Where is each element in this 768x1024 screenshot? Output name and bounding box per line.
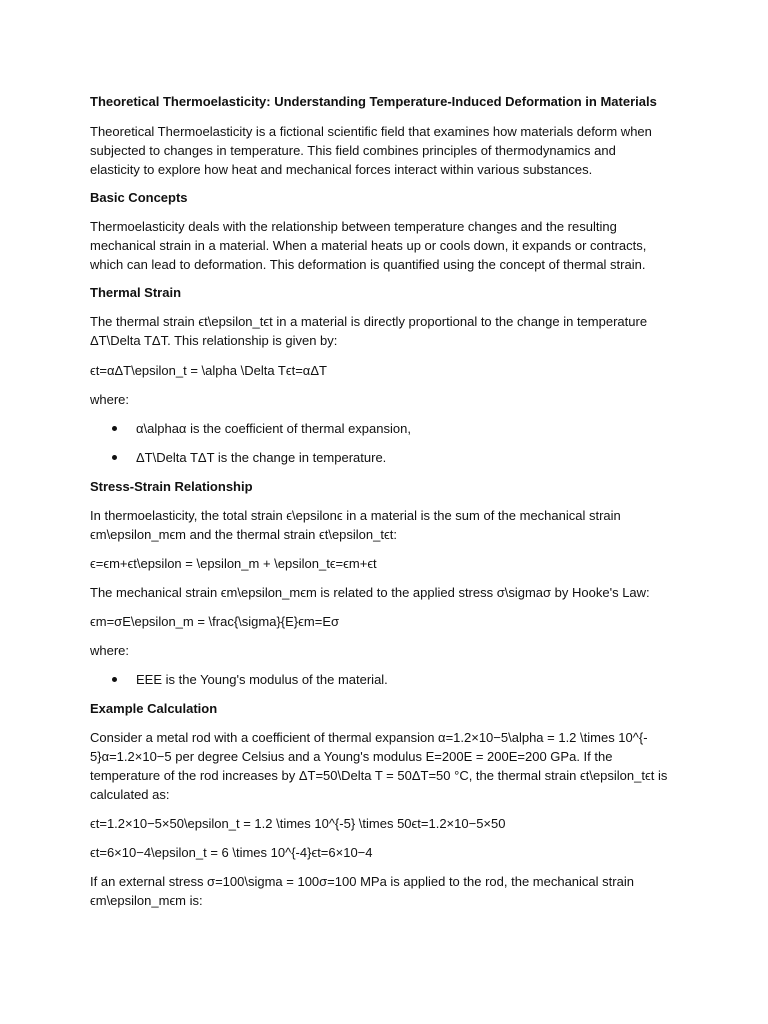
external-stress-paragraph (90, 872, 690, 910)
text-line: elasticity to explore how heat and mechanical forces interact within various substances. (90, 162, 593, 177)
text-line: ϵm\epsilon_mϵm and the thermal strain ϵt\epsilon_tϵt: (90, 527, 397, 542)
text-line: ΔT\Delta TΔT. This relationship is given by: (90, 333, 338, 348)
text-line: Consider a metal rod with a coefficient of thermal expansion α=1.2×10−5\alpha = 1.2 \times 10^{- (90, 730, 648, 745)
stress-strain-paragraph (90, 506, 690, 544)
mechanical-strain-formula: ϵm=σE\epsilon_m = \frac{\sigma}{E}ϵm=Eσ (90, 614, 340, 629)
list-item-text: α\alphaα is the coefficient of thermal expansion, (136, 421, 411, 436)
text-line: Thermoelasticity deals with the relationship between temperature changes and the resulting (90, 219, 617, 234)
example-paragraph (90, 728, 690, 804)
text-line: mechanical strain in a material. When a material heats up or cools down, it expands or contracts, (90, 238, 647, 253)
text-line: calculated as: (90, 787, 170, 802)
text-line: which can lead to deformation. This deformation is quantified using the concept of thermal strain. (90, 257, 646, 272)
thermal-strain-calc-formula: ϵt=1.2×10−5×50\epsilon_t = 1.2 \times 10^{-5} \times 50ϵt=1.2×10−5×50 (90, 816, 506, 831)
thermal-strain-formula: ϵt=αΔT\epsilon_t = \alpha \Delta Tϵt=αΔT (90, 363, 327, 378)
thermal-strain-result-formula: ϵt=6×10−4\epsilon_t = 6 \times 10^{-4}ϵt=6×10−4 (90, 845, 373, 860)
section-heading-stress-strain: Stress-Strain Relationship (90, 479, 253, 494)
section-heading-example-calculation: Example Calculation (90, 701, 218, 716)
bullet-icon (112, 677, 117, 682)
text-line: If an external stress σ=100\sigma = 100σ=100 MPa is applied to the rod, the mechanical strain (90, 874, 634, 889)
section-heading-basic-concepts: Basic Concepts (90, 190, 188, 205)
list-item-text: ΔT\Delta TΔT is the change in temperature. (136, 450, 387, 465)
bullet-icon (112, 455, 117, 460)
where-label: where: (90, 392, 130, 407)
thermal-strain-paragraph (90, 312, 690, 350)
where-label: where: (90, 643, 130, 658)
text-line: Theoretical Thermoelasticity is a fictional scientific field that examines how materials deform when (90, 124, 652, 139)
total-strain-formula: ϵ=ϵm+ϵt\epsilon = \epsilon_m + \epsilon_tϵ=ϵm+ϵt (90, 556, 377, 571)
text-line: 5}α=1.2×10−5 per degree Celsius and a Young's modulus E=200E = 200E=200 GPa. If the (90, 749, 613, 764)
intro-paragraph (90, 122, 690, 179)
section-heading-thermal-strain: Thermal Strain (90, 285, 182, 300)
text-line: subjected to changes in temperature. This field combines principles of thermodynamics and (90, 143, 616, 158)
list-item-text: EEE is the Young's modulus of the material. (136, 672, 388, 687)
text-line: The thermal strain ϵt\epsilon_tϵt in a material is directly proportional to the change in temperature (90, 314, 648, 329)
bullet-icon (112, 426, 117, 431)
basic-concepts-paragraph (90, 217, 690, 274)
document-title: Theoretical Thermoelasticity: Understanding Temperature-Induced Deformation in Materials (90, 94, 657, 109)
hookes-law-paragraph: The mechanical strain ϵm\epsilon_mϵm is related to the applied stress σ\sigmaσ by Hooke's Law: (90, 585, 650, 600)
text-line: temperature of the rod increases by ΔT=50\Delta T = 50ΔT=50 °C, the thermal strain ϵt\epsilon_tϵt is (90, 768, 668, 783)
text-line: In thermoelasticity, the total strain ϵ\epsilonϵ in a material is the sum of the mechanical strain (90, 508, 621, 523)
text-line: ϵm\epsilon_mϵm is: (90, 893, 203, 908)
